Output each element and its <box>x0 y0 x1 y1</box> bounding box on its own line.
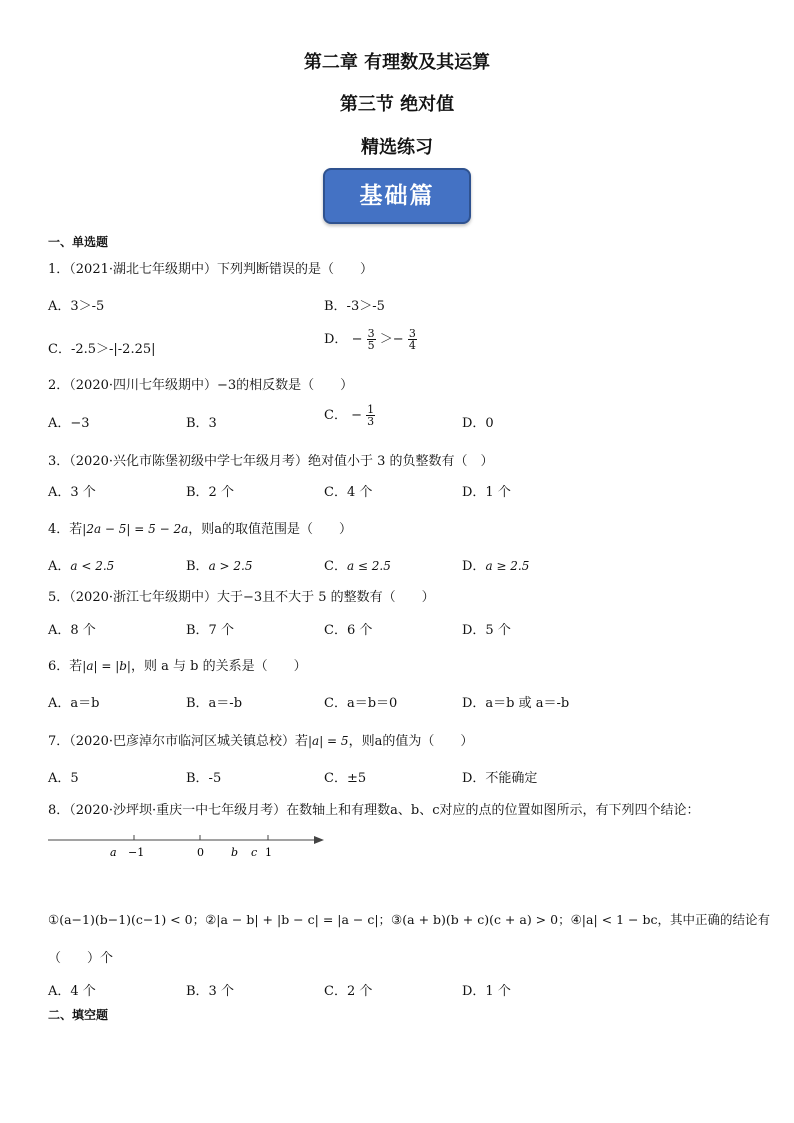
q7-option-d: D．不能确定 <box>462 771 538 786</box>
q8-option-a: A．4 个 <box>48 984 96 999</box>
question-8-blank: （ ）个 <box>48 951 114 966</box>
question-4-stem <box>48 518 352 537</box>
q6-option-b: B．a＝-b <box>186 696 243 711</box>
q3-option-d: D．1 个 <box>462 485 511 500</box>
fraction-3-4 <box>408 328 417 351</box>
label-one: 1 <box>265 846 272 859</box>
q1-option-d <box>324 328 417 351</box>
q7-equation: |a| = 5 <box>308 734 349 748</box>
number-line-figure <box>48 830 328 866</box>
q4-option-d-math: a ≥ 2.5 <box>485 559 530 573</box>
q8-option-b: B．3 个 <box>186 984 234 999</box>
q8-option-d: D．1 个 <box>462 984 511 999</box>
q3-option-c: C．4 个 <box>324 485 373 500</box>
q6-stem-suffix: ，则 a 与 b 的关系是（ ） <box>130 659 307 674</box>
question-6-stem <box>48 655 307 674</box>
chapter-title: 第二章 有理数及其运算 <box>303 52 491 73</box>
question-8-conclusions: ①(a−1)(b−1)(c−1) < 0；②|a − b| + |b − c| = |a − c|；③(a + b)(b + c)(c + a) > 0；④|a| < 1 − bc，其中正确的结论有 <box>48 912 770 927</box>
q4-option-b <box>186 555 252 574</box>
q4-option-c-label: C． <box>324 559 347 574</box>
q3-option-b: B．2 个 <box>186 485 234 500</box>
q2-option-c <box>324 404 375 427</box>
q5-option-c: C．6 个 <box>324 623 373 638</box>
q2-option-d: D．0 <box>462 416 494 431</box>
q4-option-d-label: D． <box>462 559 486 574</box>
q4-option-c <box>324 555 391 574</box>
q4-option-b-math: a > 2.5 <box>208 559 253 573</box>
q4-stem-prefix: 4．若 <box>48 522 83 537</box>
q6-stem-prefix: 6．若 <box>48 659 83 674</box>
q1-option-a: A．3＞-5 <box>48 299 105 314</box>
label-a: a <box>110 846 117 859</box>
q4-option-a-label: A． <box>48 559 71 574</box>
fraction-3-5 <box>367 328 376 351</box>
minus-sign: − <box>351 332 363 347</box>
level-banner: 基础篇 <box>323 168 471 224</box>
q3-option-a: A．3 个 <box>48 485 96 500</box>
q8-option-c: C．2 个 <box>324 984 373 999</box>
part1-heading: 一、单选题 <box>48 235 109 249</box>
section-title: 第三节 绝对值 <box>339 94 455 115</box>
q4-stem-suffix: ，则a的取值范围是（ ） <box>188 522 353 537</box>
question-8-stem: 8．（2020·沙坪坝·重庆一中七年级月考）在数轴上和有理数a、b、c对应的点的位置如图所示，有下列四个结论： <box>48 803 700 818</box>
numerator: 1 <box>367 403 375 416</box>
question-7-stem <box>48 730 473 749</box>
q6-option-a: A．a＝b <box>48 696 100 711</box>
q5-option-d: D．5 个 <box>462 623 511 638</box>
greater-than-sign: ＞− <box>379 332 404 347</box>
arrow-right-icon <box>314 836 324 844</box>
minus-sign: − <box>351 408 362 423</box>
q7-option-a: A．5 <box>48 771 79 786</box>
q2-option-c-label: C． <box>324 408 347 423</box>
question-3-stem: 3．（2020·兴化市陈堡初级中学七年级月考）绝对值小于 3 的负整数有（ ） <box>48 454 494 469</box>
q5-option-a: A．8 个 <box>48 623 96 638</box>
q7-stem-suffix: ，则a的值为（ ） <box>348 734 474 749</box>
denominator: 3 <box>367 415 375 428</box>
denominator: 4 <box>408 339 416 352</box>
q2-option-b: B．3 <box>186 416 217 431</box>
q1-option-b: B．-3＞-5 <box>324 299 385 314</box>
q7-option-c: C．±5 <box>324 771 367 786</box>
q4-equation: |2a − 5| = 5 − 2a <box>82 522 189 536</box>
label-minus-1: −1 <box>128 846 145 859</box>
q7-stem-prefix: 7．（2020·巴彦淖尔市临河区城关镇总校）若 <box>48 734 308 749</box>
q2-option-a: A．−3 <box>48 416 90 431</box>
q1-option-d-label: D． <box>324 332 348 347</box>
q6-option-d: D．a＝b 或 a＝-b <box>462 696 570 711</box>
part2-heading: 二、填空题 <box>48 1008 109 1022</box>
question-2-stem: 2．（2020·四川七年级期中）−3的相反数是（ ） <box>48 378 354 393</box>
denominator: 5 <box>367 339 375 352</box>
q4-option-a <box>48 555 114 574</box>
q4-option-a-math: a < 2.5 <box>70 559 115 573</box>
q5-option-b: B．7 个 <box>186 623 234 638</box>
q4-option-c-math: a ≤ 2.5 <box>346 559 391 573</box>
numerator: 3 <box>367 327 375 340</box>
q4-option-b-label: B． <box>186 559 209 574</box>
label-b: b <box>231 846 239 859</box>
question-5-stem: 5．（2020·浙江七年级期中）大于−3且不大于 5 的整数有（ ） <box>48 590 435 605</box>
numerator: 3 <box>408 327 416 340</box>
q6-option-c: C．a＝b＝0 <box>324 696 398 711</box>
q1-option-c: C．-2.5＞-|-2.25| <box>48 342 156 357</box>
fraction-1-3 <box>366 404 375 427</box>
label-zero: 0 <box>197 846 204 859</box>
label-c: c <box>251 846 258 859</box>
subtitle: 精选练习 <box>361 137 433 158</box>
question-1-stem: 1．（2021·湖北七年级期中）下列判断错误的是（ ） <box>48 262 373 277</box>
q6-equation: |a| = |b| <box>82 659 131 673</box>
q7-option-b: B．-5 <box>186 771 222 786</box>
q4-option-d <box>462 555 529 574</box>
